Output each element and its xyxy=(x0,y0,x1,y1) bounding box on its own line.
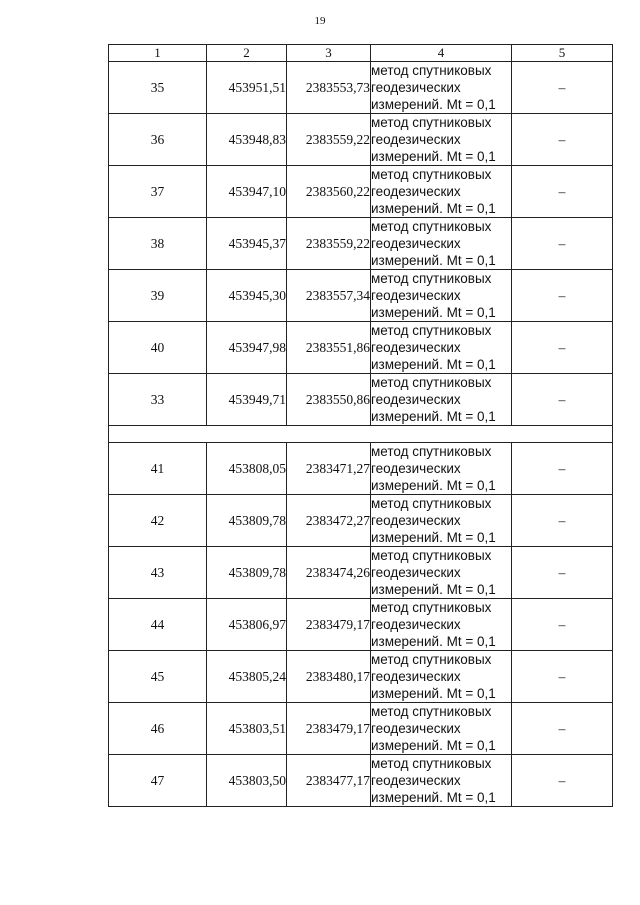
coordinate-x: 453803,51 xyxy=(207,703,287,755)
method-cell xyxy=(371,166,512,218)
method-line: измерений. Mt = 0,1 xyxy=(371,478,496,493)
point-number: 43 xyxy=(109,547,207,599)
table-row xyxy=(109,547,613,599)
method-line: метод спутниковых xyxy=(371,271,492,286)
header-cell: 3 xyxy=(287,45,371,62)
method-line: измерений. Mt = 0,1 xyxy=(371,790,496,805)
coordinate-x: 453951,51 xyxy=(207,62,287,114)
method-line: метод спутниковых xyxy=(371,323,492,338)
point-number: 39 xyxy=(109,270,207,322)
point-number: 41 xyxy=(109,443,207,495)
method-line: метод спутниковых xyxy=(371,444,492,459)
coordinate-x: 453809,78 xyxy=(207,495,287,547)
coordinate-y: 2383560,22 xyxy=(287,166,371,218)
header-cell: 2 xyxy=(207,45,287,62)
method-line: геодезических xyxy=(371,669,461,684)
method-cell xyxy=(371,651,512,703)
dash-cell: – xyxy=(512,703,613,755)
method-cell xyxy=(371,547,512,599)
dash-cell: – xyxy=(512,599,613,651)
method-line: измерений. Mt = 0,1 xyxy=(371,634,496,649)
coordinate-y: 2383559,22 xyxy=(287,218,371,270)
coordinate-y: 2383480,17 xyxy=(287,651,371,703)
table-row xyxy=(109,218,613,270)
method-line: метод спутниковых xyxy=(371,63,492,78)
coordinate-x: 453947,98 xyxy=(207,322,287,374)
dash-cell: – xyxy=(512,547,613,599)
dash-cell: – xyxy=(512,651,613,703)
method-line: геодезических xyxy=(371,773,461,788)
method-line: геодезических xyxy=(371,461,461,476)
method-line: геодезических xyxy=(371,392,461,407)
method-line: метод спутниковых xyxy=(371,115,492,130)
method-line: геодезических xyxy=(371,721,461,736)
method-line: метод спутниковых xyxy=(371,548,492,563)
dash-cell: – xyxy=(512,62,613,114)
method-line: измерений. Mt = 0,1 xyxy=(371,357,496,372)
coordinate-x: 453806,97 xyxy=(207,599,287,651)
dash-cell: – xyxy=(512,495,613,547)
method-line: геодезических xyxy=(371,80,461,95)
table-row xyxy=(109,114,613,166)
coordinate-y: 2383559,22 xyxy=(287,114,371,166)
method-line: метод спутниковых xyxy=(371,496,492,511)
coordinate-x: 453949,71 xyxy=(207,374,287,426)
method-line: метод спутниковых xyxy=(371,652,492,667)
table-row xyxy=(109,755,613,807)
table-row xyxy=(109,495,613,547)
method-line: геодезических xyxy=(371,340,461,355)
dash-cell: – xyxy=(512,443,613,495)
coordinate-x: 453805,24 xyxy=(207,651,287,703)
table-row xyxy=(109,62,613,114)
method-line: геодезических xyxy=(371,617,461,632)
method-cell xyxy=(371,114,512,166)
method-line: геодезических xyxy=(371,236,461,251)
method-cell xyxy=(371,218,512,270)
coordinate-y: 2383553,73 xyxy=(287,62,371,114)
point-number: 46 xyxy=(109,703,207,755)
method-line: метод спутниковых xyxy=(371,375,492,390)
dash-cell: – xyxy=(512,114,613,166)
method-line: измерений. Mt = 0,1 xyxy=(371,201,496,216)
table-row xyxy=(109,166,613,218)
method-line: геодезических xyxy=(371,132,461,147)
separator-row xyxy=(109,426,613,443)
point-number: 37 xyxy=(109,166,207,218)
point-number: 45 xyxy=(109,651,207,703)
coordinate-x: 453948,83 xyxy=(207,114,287,166)
method-cell xyxy=(371,495,512,547)
coordinate-y: 2383550,86 xyxy=(287,374,371,426)
coordinate-y: 2383474,26 xyxy=(287,547,371,599)
header-cell: 1 xyxy=(109,45,207,62)
method-line: измерений. Mt = 0,1 xyxy=(371,582,496,597)
table-row xyxy=(109,374,613,426)
point-number: 33 xyxy=(109,374,207,426)
method-line: измерений. Mt = 0,1 xyxy=(371,530,496,545)
dash-cell: – xyxy=(512,374,613,426)
method-line: измерений. Mt = 0,1 xyxy=(371,409,496,424)
header-cell: 5 xyxy=(512,45,613,62)
coordinate-y: 2383479,17 xyxy=(287,599,371,651)
method-cell xyxy=(371,374,512,426)
method-line: метод спутниковых xyxy=(371,600,492,615)
header-row xyxy=(109,45,613,62)
method-line: измерений. Mt = 0,1 xyxy=(371,686,496,701)
coordinate-x: 453945,37 xyxy=(207,218,287,270)
table-row xyxy=(109,703,613,755)
method-line: метод спутниковых xyxy=(371,704,492,719)
method-cell xyxy=(371,62,512,114)
method-cell xyxy=(371,755,512,807)
point-number: 42 xyxy=(109,495,207,547)
coordinate-x: 453808,05 xyxy=(207,443,287,495)
dash-cell: – xyxy=(512,218,613,270)
method-cell xyxy=(371,703,512,755)
dash-cell: – xyxy=(512,755,613,807)
method-cell xyxy=(371,599,512,651)
coordinate-y: 2383479,17 xyxy=(287,703,371,755)
table-row xyxy=(109,599,613,651)
coordinates-table xyxy=(108,44,613,807)
method-line: геодезических xyxy=(371,184,461,199)
table-row xyxy=(109,322,613,374)
method-line: геодезических xyxy=(371,513,461,528)
method-line: измерений. Mt = 0,1 xyxy=(371,97,496,112)
method-line: измерений. Mt = 0,1 xyxy=(371,149,496,164)
method-line: метод спутниковых xyxy=(371,219,492,234)
method-cell xyxy=(371,270,512,322)
method-line: геодезических xyxy=(371,288,461,303)
point-number: 40 xyxy=(109,322,207,374)
method-line: измерений. Mt = 0,1 xyxy=(371,305,496,320)
method-line: метод спутниковых xyxy=(371,167,492,182)
point-number: 44 xyxy=(109,599,207,651)
method-line: измерений. Mt = 0,1 xyxy=(371,738,496,753)
method-line: геодезических xyxy=(371,565,461,580)
dash-cell: – xyxy=(512,322,613,374)
method-line: измерений. Mt = 0,1 xyxy=(371,253,496,268)
coordinate-x: 453803,50 xyxy=(207,755,287,807)
dash-cell: – xyxy=(512,166,613,218)
method-cell xyxy=(371,443,512,495)
coordinate-y: 2383477,17 xyxy=(287,755,371,807)
table-row xyxy=(109,651,613,703)
coordinate-x: 453809,78 xyxy=(207,547,287,599)
table-row xyxy=(109,443,613,495)
coordinate-y: 2383471,27 xyxy=(287,443,371,495)
point-number: 35 xyxy=(109,62,207,114)
coordinate-y: 2383472,27 xyxy=(287,495,371,547)
separator-cell xyxy=(109,426,613,443)
header-cell: 4 xyxy=(371,45,512,62)
coordinate-x: 453945,30 xyxy=(207,270,287,322)
dash-cell: – xyxy=(512,270,613,322)
method-cell xyxy=(371,322,512,374)
page-number: 19 xyxy=(314,15,326,27)
coordinate-y: 2383557,34 xyxy=(287,270,371,322)
method-line: метод спутниковых xyxy=(371,756,492,771)
point-number: 47 xyxy=(109,755,207,807)
table-row xyxy=(109,270,613,322)
coordinate-y: 2383551,86 xyxy=(287,322,371,374)
point-number: 36 xyxy=(109,114,207,166)
coordinate-x: 453947,10 xyxy=(207,166,287,218)
point-number: 38 xyxy=(109,218,207,270)
